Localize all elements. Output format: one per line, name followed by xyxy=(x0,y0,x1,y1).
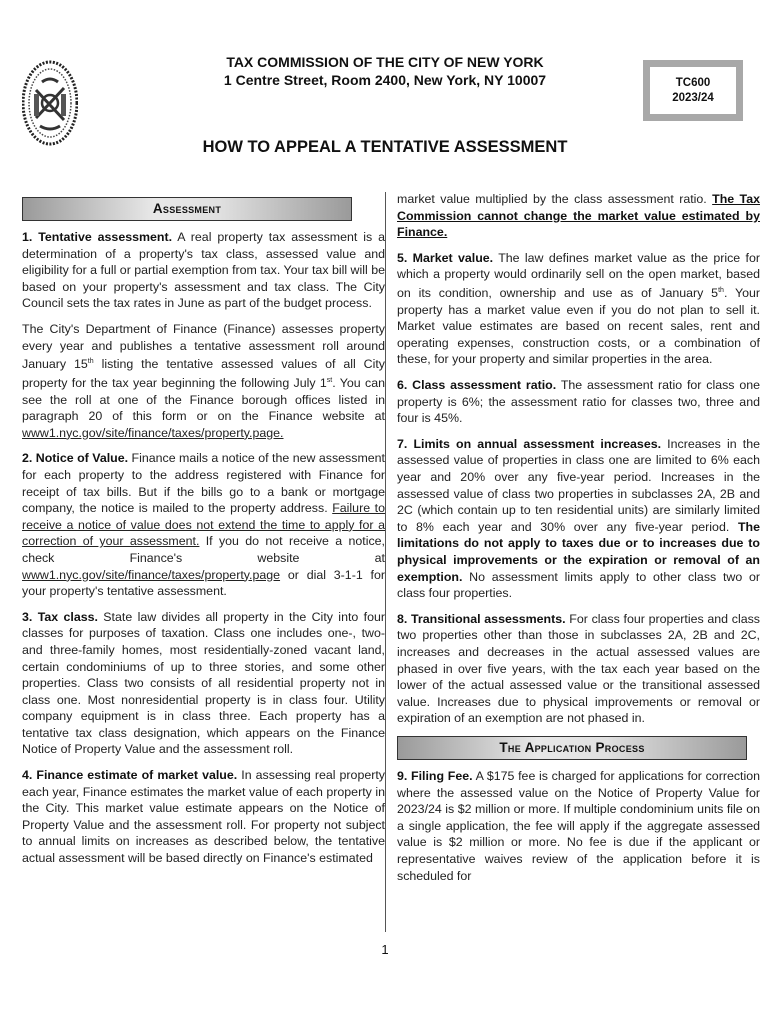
paragraph-7: 7. Limits on annual assessment increases. Increases in the assessed value of properties in class one are limited to 6% each year and 20% over any five-year period. Increases in the assessed value of class two properties in subclasses 2A, 2B and 2C (which contain up to ten residential units) are similarly limited to 8% each year and 30% over any five-year period. The limitations do not apply to taxes due or to increases due to physical improvements or the expiration or removal of an exemption. No assessment limits apply to other class two or class four properties. xyxy=(397,436,760,601)
paragraph-2-heading: 2. Notice of Value. xyxy=(22,451,129,466)
left-column xyxy=(22,197,385,876)
paragraph-3: 3. Tax class. State law divides all property in the City into four classes for purposes of taxation. Class one includes one-, two- and three-family homes, most residentially-zoned vacant land, certain condominiums of up to three stories, and some other properties. Class two consists of all residential property not in class one. Most nonresidential property is in class four. Utility company equipment is in class three. Each property has a tentative tax class designation, which appears on the Finance Notice of Property Value and the assessment roll. xyxy=(22,609,385,757)
paragraph-4: 4. Finance estimate of market value. In assessing real property each year, Finance estimates the market value of each property in the City. This market value estimate appears on the Notice of Property Value and the assessment roll. For property not subject to annual limits on increases as described below, the tentative actual assessment will be based directly on Finance's estimated xyxy=(22,768,385,866)
page-number: 1 xyxy=(381,942,389,957)
paragraph-1-heading: 1. Tentative assessment. xyxy=(22,230,173,244)
notice-warning: Failure to receive a notice of value does not extend the time to apply for a correction of your assessment. xyxy=(22,501,385,549)
paragraph-8: 8. Transitional assessments. For class four properties and class two properties other than those in subclasses 2A, 2B and 2C, increases and decreases in the actual assessed values are phased in over five years, with the tax each year based on the lower of the actual assessed value or the transitional assessed value. Increases due to physical improvements or removal or expiration of an exemption are not phased in. xyxy=(397,611,760,726)
organization-name: TAX COMMISSION OF THE CITY OF NEW YORK xyxy=(226,54,544,70)
paragraph-8-heading: 8. Transitional assessments. xyxy=(397,611,566,626)
finance-website-link[interactable]: www1.nyc.gov/site/finance/taxes/property.page. xyxy=(22,425,284,440)
section-heading-application-process: The Application Process xyxy=(397,736,747,760)
paragraph-4-heading: 4. Finance estimate of market value. xyxy=(22,768,238,783)
right-column xyxy=(397,191,760,893)
paragraph-3-heading: 3. Tax class. xyxy=(22,609,98,624)
organization-address: 1 Centre Street, Room 2400, New York, NY 10007 xyxy=(223,72,547,88)
paragraph-4-continued: market value multiplied by the class assessment ratio. The Tax Commission cannot change the market value estimated by Finance. xyxy=(397,192,760,240)
finance-website-link-2[interactable]: www1.nyc.gov/site/finance/taxes/property.page xyxy=(22,567,281,582)
paragraph-9: 9. Filing Fee. A $175 fee is charged for applications for correction where the assessed value on the Notice of Property Value for 2023/24 is $2 million or more. If multiple condominium units file on a single application, the fee will apply if the aggregate assessed value is $2 million or more. No fee is due if the applicant or representative waives review of the application before it is scheduled for xyxy=(397,768,761,883)
form-id: TC600 xyxy=(675,77,711,89)
paragraph-5: 5. Market value. The law defines market value as the price for which a property would ordinarily sell on the open market, based on its condition, ownership and use as of January 5th. Your property has a market value even if you do not plan to sell it. Market value estimates are based on recent sales, rent and operating expenses, construction costs, or a combination of these, for your property and similar properties in the area. xyxy=(397,250,761,367)
paragraph-5-heading: 5. Market value. xyxy=(397,250,494,265)
page-title: HOW TO APPEAL A TENTATIVE ASSESSMENT xyxy=(202,138,568,156)
paragraph-7-heading: 7. Limits on annual assessment increases. xyxy=(397,436,662,451)
limitations-notice: The limitations do not apply to taxes due or to increases due to physical improvements or the expiration or removal of an exemption. xyxy=(397,519,760,584)
form-year: 2023/24 xyxy=(672,92,714,104)
column-divider xyxy=(385,192,386,932)
paragraph-1-continued: The City's Department of Finance (Finance) assesses property every year and publishes a tentative assessment roll around January 15th listing the tentative assessed values of all City property for the tax year beginning the following July 1st. You can see the roll at one of the Finance borough offices listed in paragraph 20 of this form or on the Finance website at www1.nyc.gov/site/finance/taxes/property.page. xyxy=(22,321,386,440)
section-heading-assessment: Assessment xyxy=(22,197,352,221)
paragraph-6: 6. Class assessment ratio. The assessment ratio for class one property is 6%; the assessment ratio for classes two, three and four is 45%. xyxy=(397,378,761,426)
paragraph-2: 2. Notice of Value. Finance mails a notice of the new assessment for each property to the address registered with Finance for receipt of tax bills. But if the bills go to a bank or mortgage company, the notice is mailed to the property address. Failure to receive a notice of value does not extend the time to apply for a correction of your assessment. If you do not receive a notice, check Finance's website at www1.nyc.gov/site/finance/taxes/property.page or dial 3-1-1 for your property's tentative assessment. xyxy=(22,451,385,599)
paragraph-6-heading: 6. Class assessment ratio. xyxy=(397,378,557,393)
paragraph-9-heading: 9. Filing Fee. xyxy=(397,768,473,783)
market-value-notice: The Tax Commission cannot change the market value estimated by Finance. xyxy=(397,192,760,240)
paragraph-1: 1. Tentative assessment. A real property tax assessment is a determination of a property's tax class, assessed value and eligibility for a full or partial exemption from tax. Your tax bill will be based on your property's assessment and tax class. The City Council sets the tax rates in June as part of the budget process. xyxy=(22,230,385,311)
form-id-badge xyxy=(643,60,743,121)
